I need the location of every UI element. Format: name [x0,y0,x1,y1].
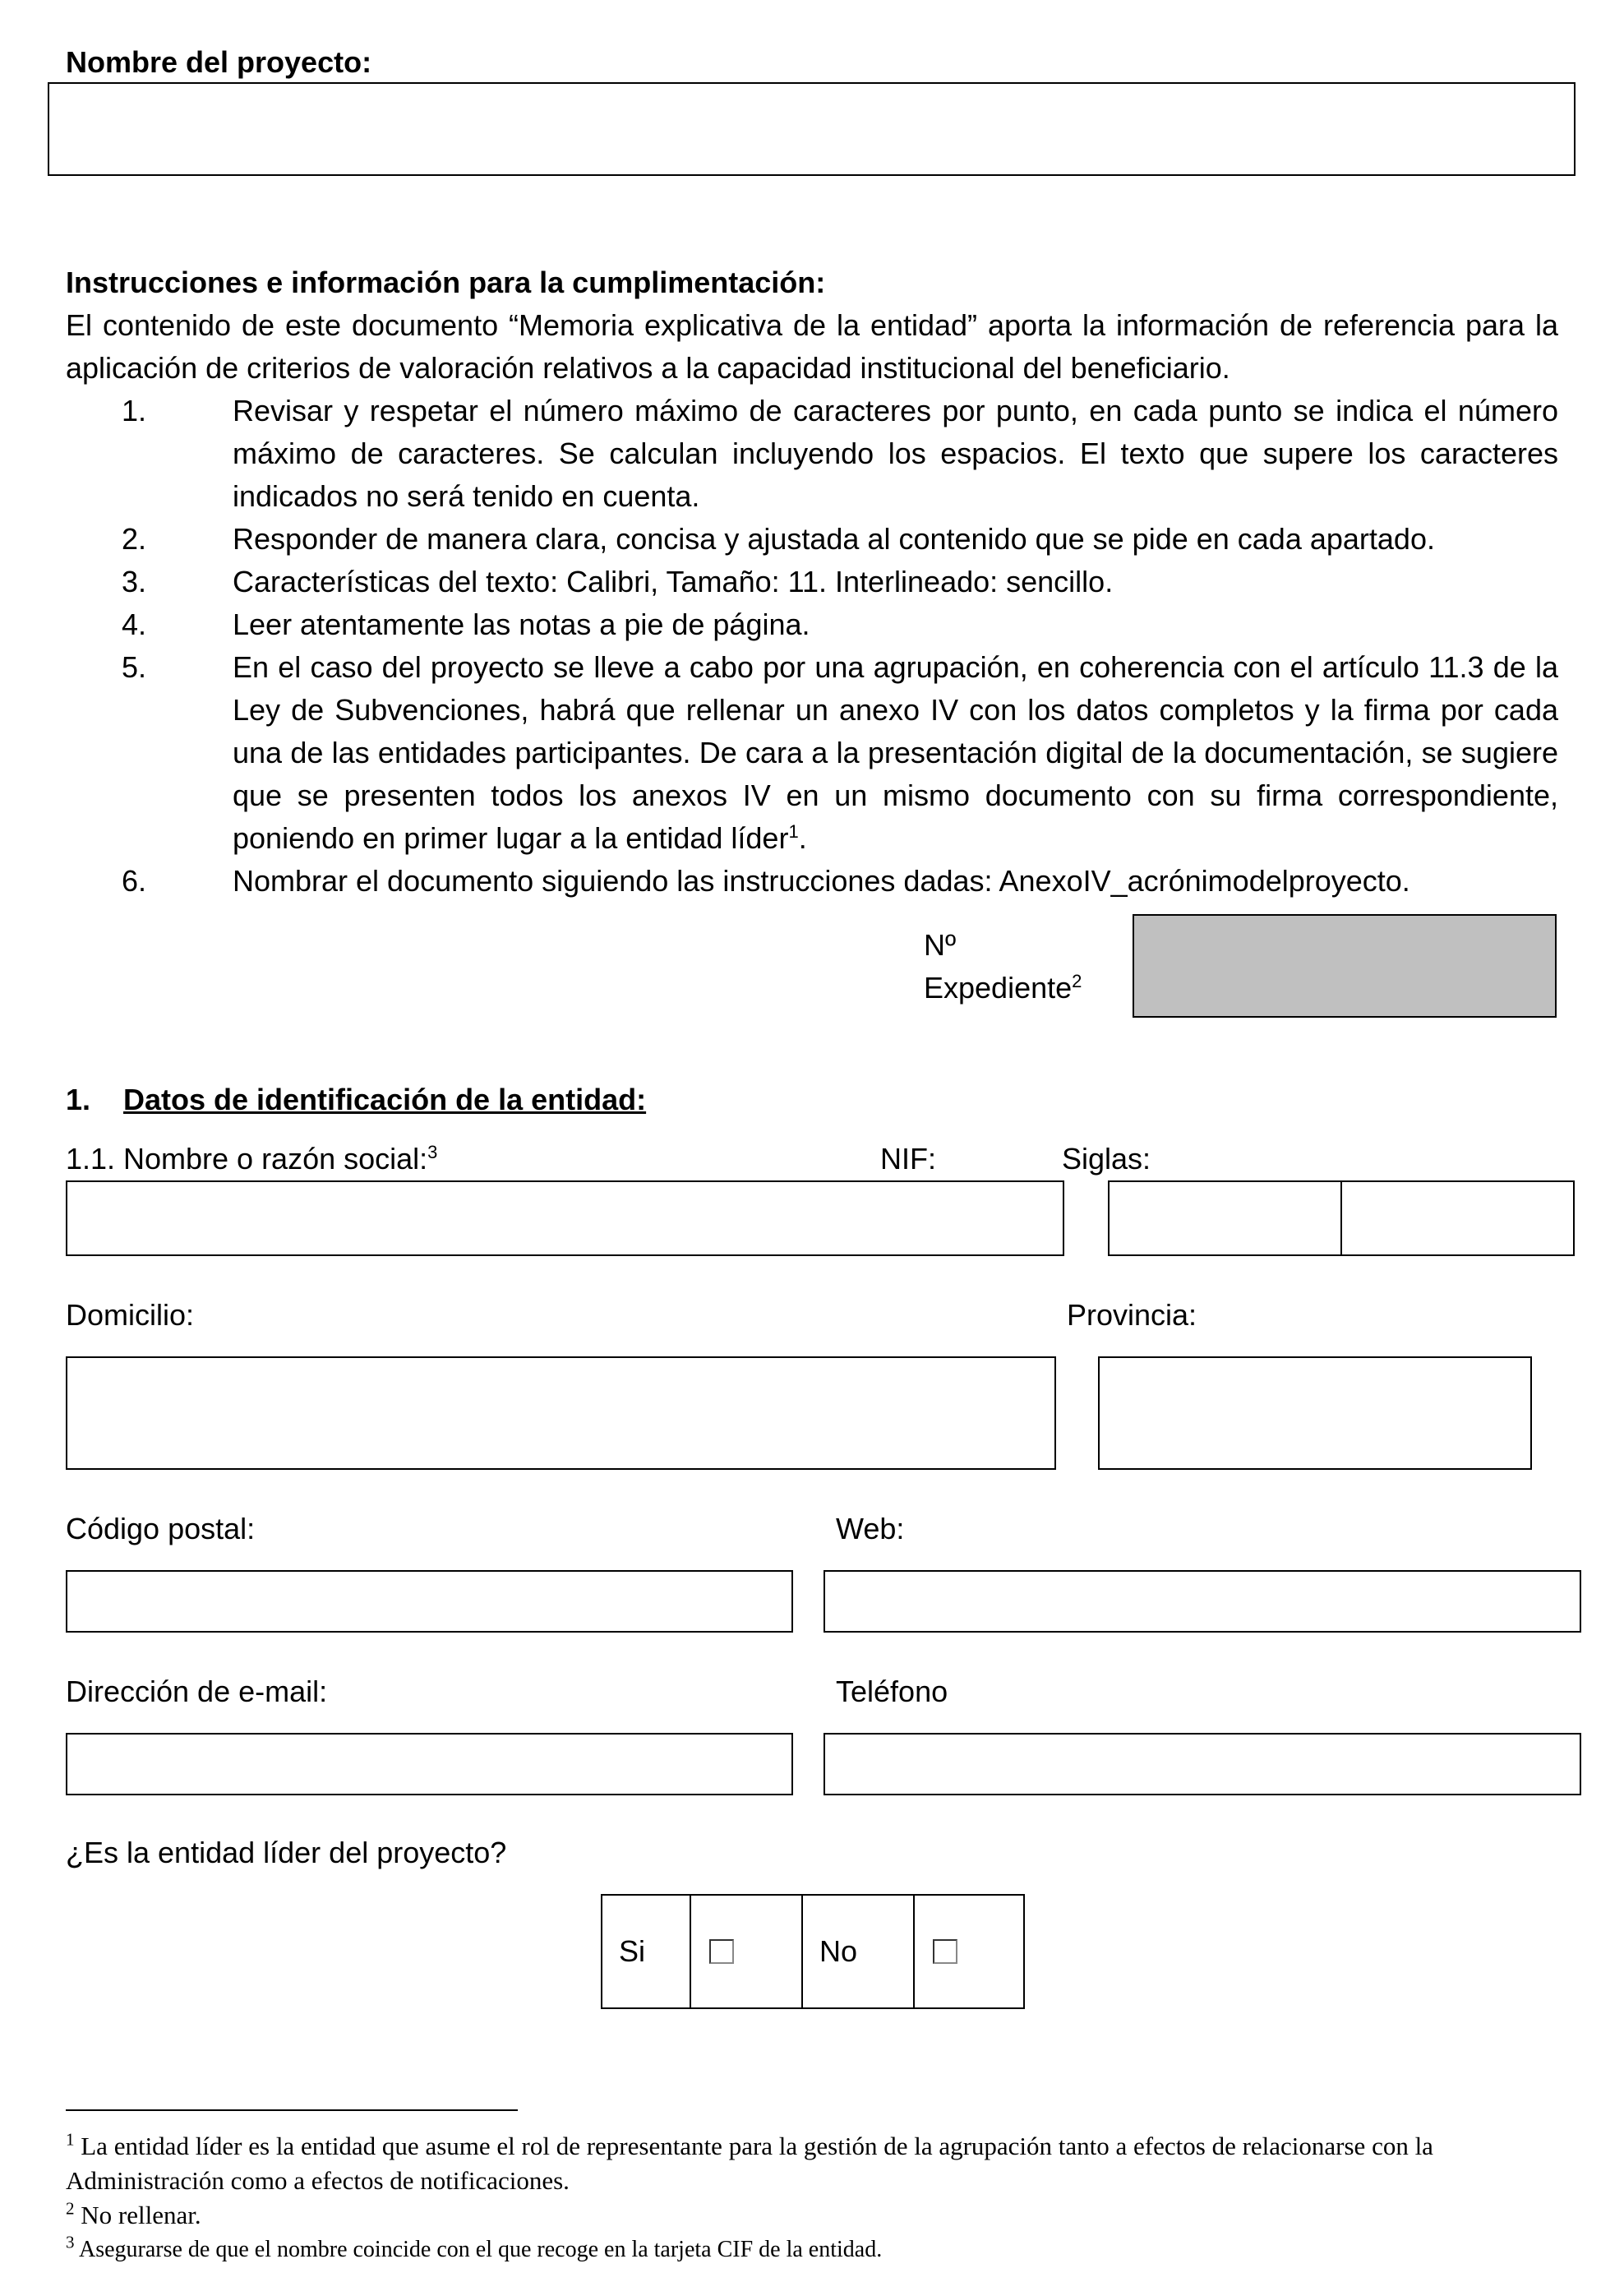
instruction-text: Características del texto: Calibri, Tamaño: 11. Interlineado: sencillo. [233,565,1114,598]
expediente-label-line2: Expediente$^2$ [924,971,1082,1005]
instruction-number: 6. [122,864,147,898]
instruction-number: 4. [122,607,147,641]
instruction-text-body: En el caso del proyecto se lleve a cabo por una agrupación, en coherencia con el artículo 11.3 de la Ley de Subvenciones, habrá que rellenar un anexo IV con los datos completos y la firma por cada una de las entidades participantes. De cara a la presentación digital de la documentación, se sugiere que se presenten todos los anexos IV en un mismo documento con su firma correspondiente, poniendo en primer lugar a la entidad líder [233,650,1558,855]
instruction-text: Leer atentamente las notas a pie de página. [233,607,810,641]
no-checkbox[interactable] [933,1939,957,1964]
footnote [66,2233,1562,2267]
instructions-title: Instrucciones e información para la cumplimentación: [66,266,826,299]
instruction-text: Nombrar el documento siguiendo las instrucciones dadas: AnexoIV_acrónimodelproyecto. [233,864,1410,898]
instruction-number: 5. [122,650,147,684]
si-checkbox-cell [691,1896,803,2007]
si-checkbox[interactable] [709,1939,734,1964]
email-label: Dirección de e-mail: [66,1675,328,1708]
si-label: Si [619,1934,646,1968]
footnote-separator [66,2109,518,2111]
siglas-label: Siglas: [1062,1142,1151,1176]
expediente-label-line1: Nº [924,928,957,962]
instruction-number: 2. [122,522,147,556]
lider-question: ¿Es la entidad líder del proyecto? [66,1836,507,1869]
nombre-field[interactable] [66,1180,1064,1256]
domicilio-label: Domicilio: [66,1298,195,1332]
codigo-postal-field[interactable] [66,1570,793,1633]
footnote [66,2129,1562,2198]
instruction-number: 1. [122,394,147,427]
section-number: 1. [66,1083,91,1116]
codigo-postal-label: Código postal: [66,1512,256,1545]
provincia-field[interactable] [1098,1356,1532,1470]
subsection-number: 1.1. [66,1142,116,1176]
no-cell [803,1896,915,2007]
project-name-field[interactable] [48,82,1576,176]
no-label: No [819,1934,858,1968]
footnote-ref: 3 [427,1142,438,1162]
nif-field[interactable] [1108,1180,1342,1256]
instruction-text: Revisar y respetar el número máximo de caracteres por punto, en cada punto se indica el número máximo de caracteres. Se calculan incluyendo los espacios. El texto que supere los caracteres indicados no será tenido en cuenta. [233,394,1558,513]
instruction-text [233,646,1558,860]
lider-choice-table [601,1894,1025,2009]
footnote-ref: 2 [1072,971,1082,991]
footnote-number: 1 [66,2129,75,2150]
footnote-ref: 1 [788,821,799,842]
siglas-field[interactable] [1340,1180,1575,1256]
instruction-text-tail: . [798,821,807,855]
instructions-intro: El contenido de este documento “Memoria explicativa de la entidad” aporta la información de referencia para la aplicación de criterios de valoración relativos a la capacidad institucional del beneficiario. [66,308,1558,385]
footnote-number: 3 [66,2232,75,2252]
nombre-label: Nombre o razón social:$^3$ [123,1142,438,1176]
footnote-text: No rellenar. [81,2201,201,2229]
footnote-text: Asegurarse de que el nombre coincide con el que recoge en la tarjeta CIF de la entidad. [78,2237,883,2262]
instruction-text: Responder de manera clara, concisa y ajustada al contenido que se pide en cada apartado. [233,522,1435,556]
footnote-number: 2 [66,2198,75,2219]
si-cell [602,1896,691,2007]
footnote-text: La entidad líder es la entidad que asume el rol de representante para la gestión de la agrupación tanto a efectos de relacionarse con la Administración como a efectos de notificaciones. [66,2132,1433,2195]
telefono-field[interactable] [824,1733,1581,1795]
no-checkbox-cell [915,1896,1023,2007]
web-field[interactable] [824,1570,1581,1633]
expediente-field [1133,914,1557,1018]
nif-label: NIF: [880,1142,936,1176]
expediente-label [924,924,1082,1009]
instruction-number: 3. [122,565,147,598]
provincia-label: Provincia: [1067,1298,1197,1332]
project-name-label: Nombre del proyecto: [66,45,372,79]
footnote [66,2198,1562,2233]
email-field[interactable] [66,1733,793,1795]
telefono-label: Teléfono [836,1675,948,1708]
web-label: Web: [836,1512,905,1545]
domicilio-field[interactable] [66,1356,1056,1470]
section-title: Datos de identificación de la entidad: [123,1083,647,1116]
